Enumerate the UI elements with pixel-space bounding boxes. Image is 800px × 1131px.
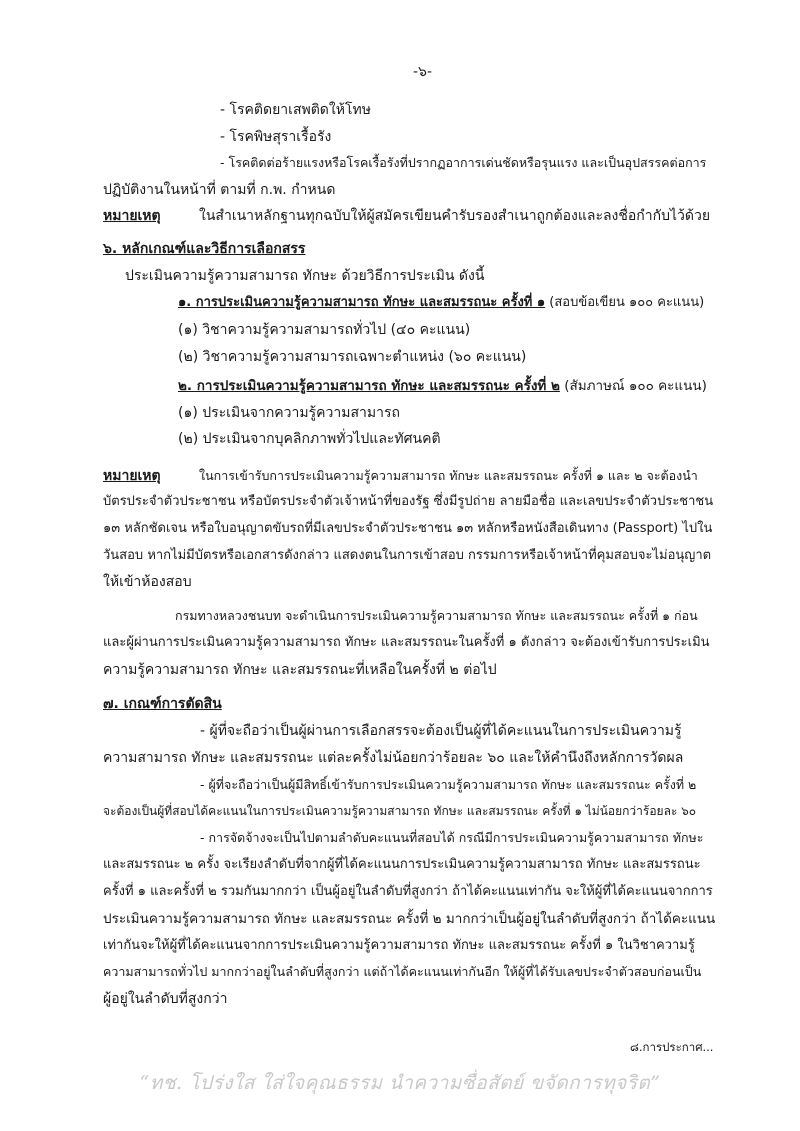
criteria-3-line-2: และสมรรถนะ ๒ ครั้ง จะเรียงลำดับที่จากผู้ที่ได้คะแนนการประเมินความรู้ความสามารถ ทักษะ และสมรรถนะ	[103, 857, 701, 872]
continuation-text: ๘.การประกาศ...	[630, 1040, 714, 1054]
round-2-item-2: (๒) ประเมินจากบุคลิกภาพทั่วไปและทัศนคติ	[178, 431, 441, 447]
round-2-item-1: (๑) ประเมินจากความรู้ความสามารถ	[178, 405, 400, 421]
criteria-3-line-4: ประเมินความรู้ความสามารถ ทักษะ และสมรรถนะ ครั้งที่ ๒ มากกว่าเป็นผู้อยู่ในลำดับที่สูงกว่า ถ้าได้คะแนน	[103, 911, 716, 927]
footer-slogan: “ทช. โปร่งใส ใส่ใจคุณธรรม นำความซื่อสัตย์ ขจัดการทุจริต”	[139, 1072, 661, 1094]
note-2-line-4: วันสอบ หากไม่มีบัตรหรือเอกสารดังกล่าว แสดงตนในการเข้าสอบ กรรมการหรือเจ้าหน้าที่คุมสอบจะไม่อนุญาต	[103, 548, 712, 563]
criteria-3-line-6: ความสามารถทั่วไป มากกว่าอยู่ในลำดับที่สูงกว่า แต่ถ้าได้คะแนนเท่ากันอีก ให้ผู้ที่ได้รับเลขประจำตัวสอบก่อนเป็น	[103, 964, 702, 979]
disease-item-3-line-1: - โรคติดต่อร้ายแรงหรือโรคเรื้อรังที่ปรากฏอาการเด่นชัดหรือรุนแรง และเป็นอุปสรรคต่อการ	[220, 155, 707, 170]
disease-item-3-line-2: ปฏิบัติงานในหน้าที่ ตามที่ ก.พ. กำหนด	[103, 182, 336, 198]
dept-para-line-1: กรมทางหลวงชนบท จะดำเนินการประเมินความรู้ความสามารถ ทักษะ และสมรรถนะ ครั้งที่ ๑ ก่อน	[175, 608, 698, 623]
disease-item-1: - โรคติดยาเสพติดให้โทษ	[220, 102, 371, 118]
round-1-row	[178, 293, 704, 313]
note-2-line-5: ให้เข้าห้องสอบ	[103, 574, 192, 590]
criteria-3-line-1: - การจัดจ้างจะเป็นไปตามลำดับคะแนนที่สอบได้ กรณีมีการประเมินความรู้ความสามารถ ทักษะ	[200, 830, 704, 845]
page-number: -๖-	[413, 64, 432, 80]
note-2-line-2: บัตรประจำตัวประชาชน หรือบัตรประจำตัวเจ้าหน้าที่ของรัฐ ซึ่งมีรูปถ่าย ลายมือชื่อ และเลขประจำตัวประชาชน	[103, 494, 714, 509]
round-2-title: ๒. การประเมินความรู้ความสามารถ ทักษะ และสมรรถนะ ครั้งที่ ๒	[178, 378, 560, 394]
criteria-1-line-2: ความสามารถ ทักษะ และสมรรถนะ แต่ละครั้งไม่น้อยกว่าร้อยละ ๖๐ และให้คำนึงถึงหลักการวัดผล	[103, 750, 684, 766]
round-1-suffix: (สอบข้อเขียน ๑๐๐ คะแนน)	[545, 295, 705, 310]
section-7-heading: ๗. เกณฑ์การตัดสิน	[103, 696, 222, 712]
section-6-intro: ประเมินความรู้ความสามารถ ทักษะ ด้วยวิธีการประเมิน ดังนี้	[125, 268, 485, 284]
note-2-label: หมายเหตุ	[103, 468, 161, 484]
criteria-2-line-1: - ผู้ที่จะถือว่าเป็นผู้มีสิทธิ์เข้ารับการประเมินความรู้ความสามารถ ทักษะ และสมรรถนะ ครั้งที่ ๒	[200, 777, 697, 792]
criteria-3-line-3: ครั้งที่ ๑ และครั้งที่ ๒ รวมกันมากกว่า เป็นผู้อยู่ในลำดับที่สูงกว่า ถ้าได้คะแนนเท่ากัน จะให้ผู้ที่ได้คะแนนจากการ	[103, 884, 713, 899]
section-6-heading: ๖. หลักเกณฑ์และวิธีการเลือกสรร	[103, 241, 306, 257]
dept-para-line-2: และผู้ผ่านการประเมินความรู้ความสามารถ ทักษะ และสมรรถนะในครั้งที่ ๑ ดังกล่าว จะต้องเข้ารับการประเมิน	[103, 635, 710, 650]
round-2-row	[178, 376, 707, 396]
criteria-3-line-5: เท่ากันจะให้ผู้ที่ได้คะแนนจากการประเมินความรู้ความสามารถ ทักษะ และสมรรถนะ ครั้งที่ ๑ ในวิชาความรู้	[103, 938, 695, 953]
round-1-title: ๑. การประเมินความรู้ความสามารถ ทักษะ และสมรรถนะ ครั้งที่ ๑	[178, 295, 546, 310]
disease-item-2: - โรคพิษสุราเรื้อรัง	[220, 129, 332, 145]
round-1-item-2: (๒) วิชาความรู้ความสามารถเฉพาะตำแหน่ง (๖๐ คะแนน)	[178, 349, 527, 365]
dept-para-line-3: ความรู้ความสามารถ ทักษะ และสมรรถนะที่เหลือในครั้งที่ ๒ ต่อไป	[103, 662, 497, 678]
note-2-line-1: ในการเข้ารับการประเมินความรู้ความสามารถ ทักษะ และสมรรถนะ ครั้งที่ ๑ และ ๒ จะต้องนำ	[199, 468, 698, 483]
round-2-suffix: (สัมภาษณ์ ๑๐๐ คะแนน)	[559, 378, 707, 394]
note-1-text: ในสำเนาหลักฐานทุกฉบับให้ผู้สมัครเขียนคำรับรองสำเนาถูกต้องและลงชื่อกำกับไว้ด้วย	[199, 208, 711, 224]
note-2-line-3: ๑๓ หลักชัดเจน หรือใบอนุญาตขับรถที่มีเลขประจำตัวประชาชน ๑๓ หลักหรือหนังสือเดินทาง (Passport) ไปใน	[103, 521, 713, 536]
note-1-label: หมายเหตุ	[103, 208, 161, 224]
criteria-3-line-7: ผู้อยู่ในลำดับที่สูงกว่า	[103, 991, 228, 1007]
criteria-1-line-1: - ผู้ที่จะถือว่าเป็นผู้ผ่านการเลือกสรรจะต้องเป็นผู้ที่ได้คะแนนในการประเมินความรู้	[200, 723, 682, 739]
round-1-item-1: (๑) วิชาความรู้ความสามารถทั่วไป (๔๐ คะแนน)	[178, 322, 471, 338]
criteria-2-line-2: จะต้องเป็นผู้ที่สอบได้คะแนนในการประเมินความรู้ความสามารถ ทักษะ และสมรรถนะ ครั้งที่ ๑ ไม่น้อยกว่าร้อยละ ๖๐	[103, 804, 697, 818]
